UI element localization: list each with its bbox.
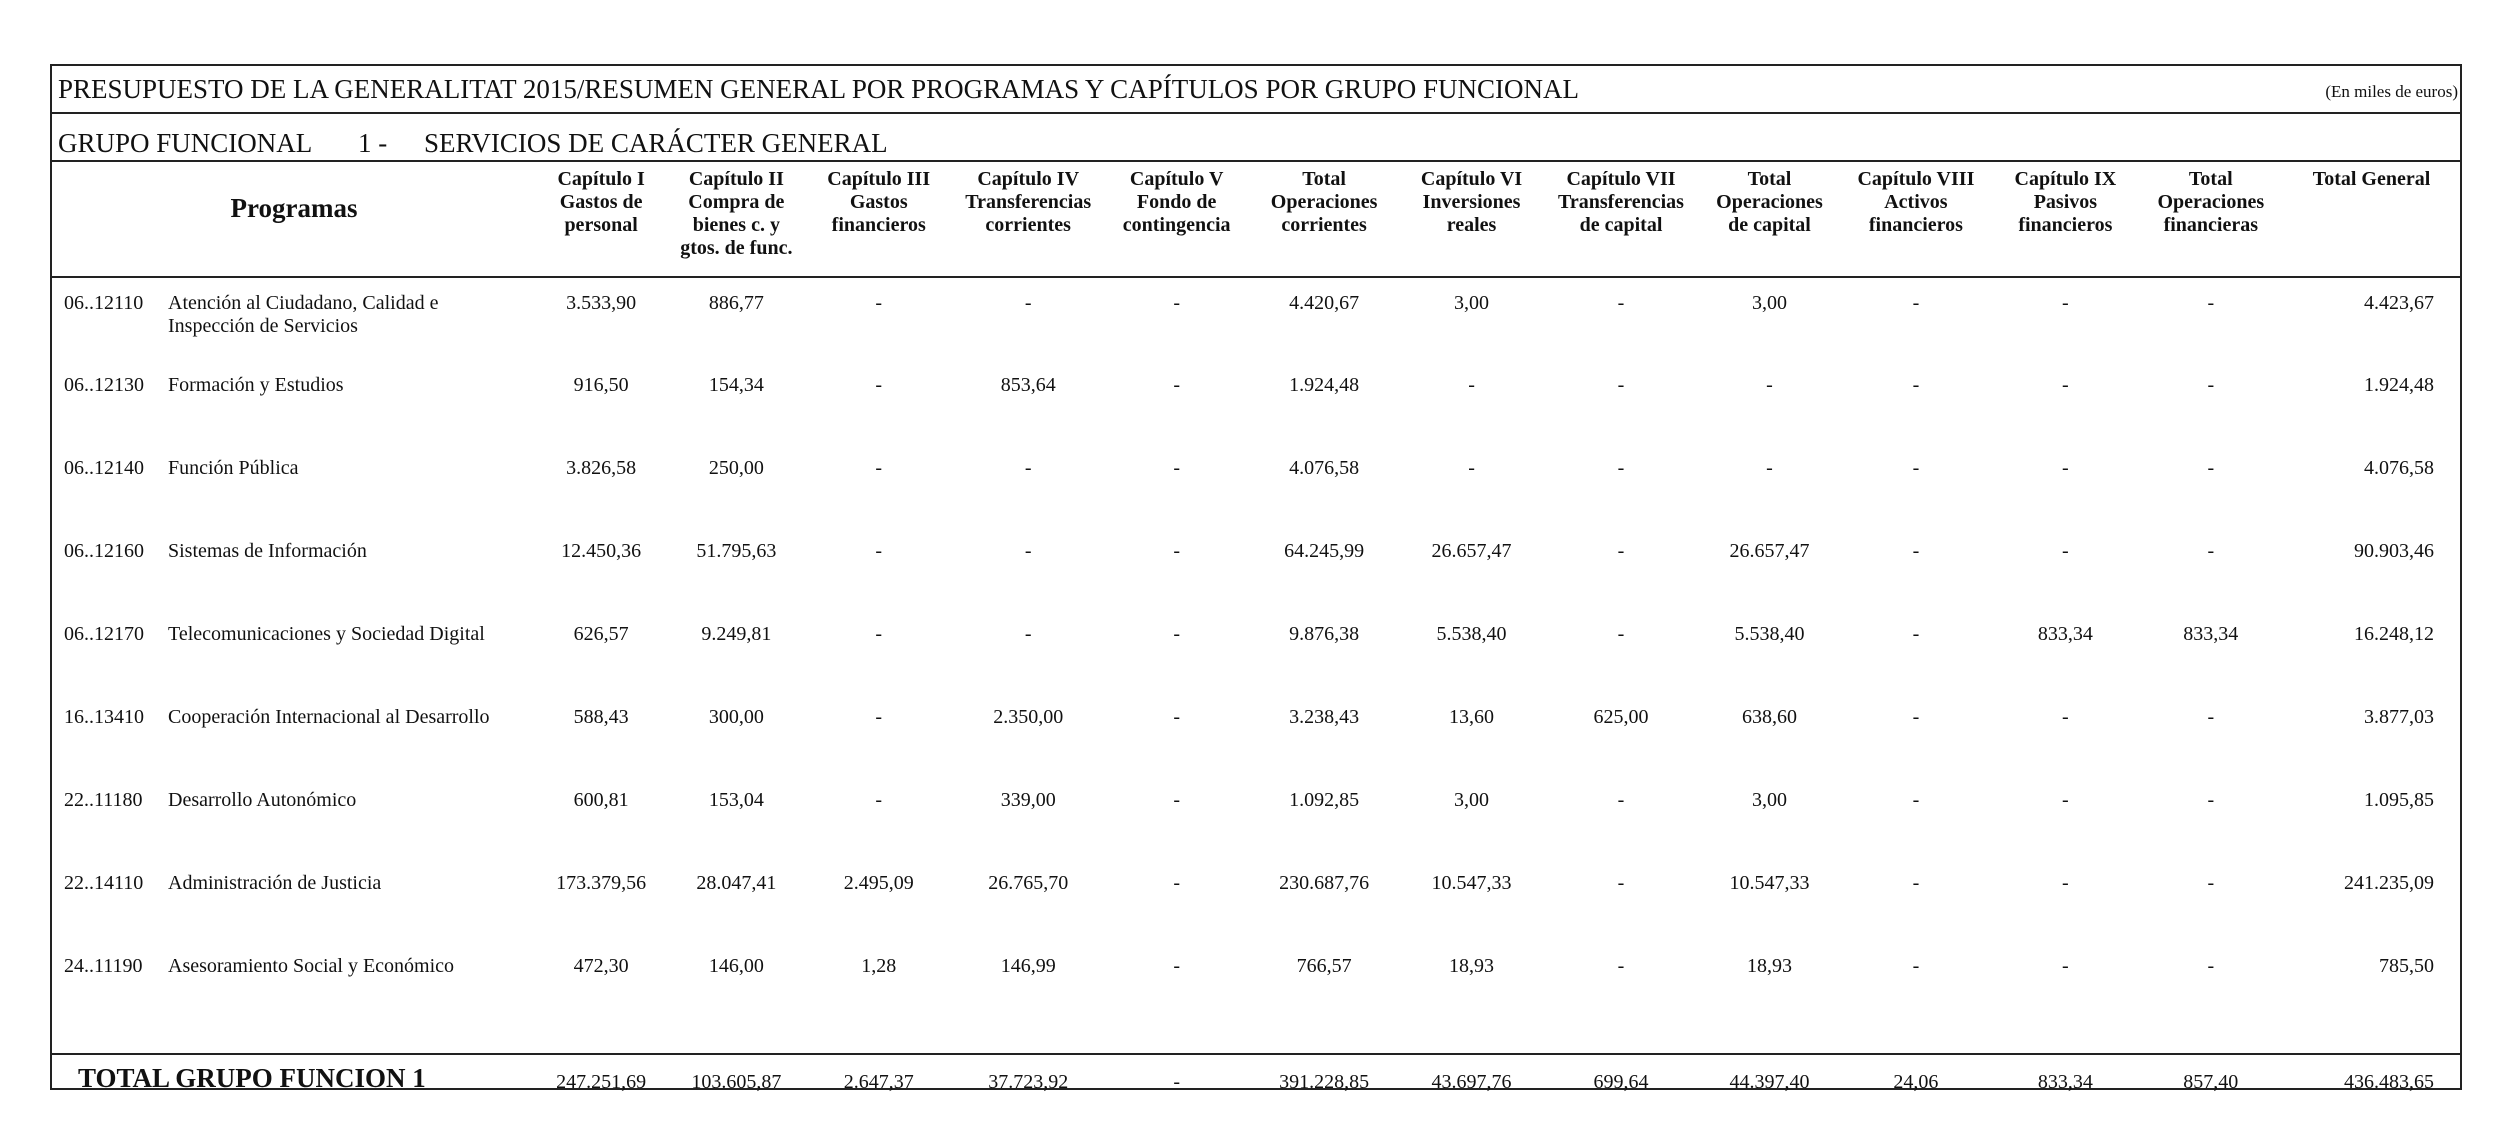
column-header-text: Operaciones (1716, 191, 1823, 213)
value-cell: 12.450,36 (561, 540, 642, 562)
value-cell: - (1617, 872, 1625, 894)
column-header-text: Pasivos (2033, 191, 2098, 213)
value-cell: - (2207, 457, 2215, 479)
program-name: Formación y Estudios (168, 374, 344, 396)
document-title: PRESUPUESTO DE LA GENERALITAT 2015/RESUMEN GENERAL POR PROGRAMAS Y CAPÍTULOS POR GRUPO FUNCIONAL (58, 74, 1579, 104)
table-row (52, 609, 2460, 692)
value-cell: 833,34 (2183, 623, 2239, 645)
column-header (666, 162, 806, 277)
value-cell: 16.248,12 (2354, 623, 2434, 645)
program-cell (52, 858, 536, 941)
value-cell: - (1173, 706, 1180, 728)
value-cell: - (1912, 872, 1920, 894)
table-body (52, 277, 2460, 1120)
program-code: 22..14110 (64, 872, 144, 894)
value-cell: - (1617, 623, 1625, 645)
value-cell: - (875, 457, 883, 479)
value-cell: - (1912, 374, 1920, 396)
value-cell: - (1912, 540, 1920, 562)
group-label: GRUPO FUNCIONAL (58, 128, 313, 158)
value-cell: - (1173, 374, 1180, 396)
column-header (1543, 162, 1700, 277)
column-header-programs (52, 162, 536, 277)
program-name: Función Pública (168, 457, 299, 479)
program-cell (52, 941, 536, 1024)
total-value-cell: 436.483,65 (2283, 1054, 2460, 1120)
value-cell: 9.876,38 (1289, 623, 1360, 645)
value-cell: - (1173, 457, 1180, 479)
group-name: SERVICIOS DE CARÁCTER GENERAL (424, 128, 888, 158)
program-cell (52, 443, 536, 526)
value-cell: - (2062, 374, 2069, 396)
value-cell: 638,60 (1741, 706, 1797, 728)
value-cell: 3.238,43 (1289, 706, 1360, 728)
value-cell: 250,00 (708, 457, 764, 479)
total-value-cell: 37.723,92 (951, 1054, 1106, 1120)
total-value-cell: 833,34 (1992, 1054, 2138, 1120)
value-cell: 64.245,99 (1284, 540, 1365, 562)
value-cell: - (2207, 789, 2215, 811)
program-name: Asesoramiento Social y Económico (168, 955, 455, 977)
column-header-text: Capítulo I (557, 168, 645, 190)
column-header-text: contingencia (1122, 214, 1231, 236)
column-header-text: Capítulo II (688, 168, 784, 190)
value-cell: 2.495,09 (843, 872, 914, 894)
value-cell: - (2207, 872, 2215, 894)
value-cell: - (875, 374, 883, 396)
total-label: TOTAL GRUPO FUNCION 1 (52, 1054, 536, 1120)
value-cell: - (1617, 292, 1625, 314)
column-header-text: financieros (831, 214, 926, 236)
column-header-text: Capítulo VII (1566, 168, 1676, 190)
value-cell: - (1912, 706, 1920, 728)
value-cell: - (2062, 789, 2069, 811)
value-cell: - (1468, 457, 1475, 479)
column-header (1699, 162, 1839, 277)
column-header-text: Total (2188, 168, 2233, 190)
column-header-text: Transferencias (1558, 191, 1684, 213)
value-cell: - (1912, 457, 1920, 479)
value-cell: - (1912, 292, 1920, 314)
column-header (1992, 162, 2138, 277)
column-header-text: Capítulo IV (977, 168, 1080, 190)
value-cell: 588,43 (573, 706, 629, 728)
value-cell: 26.765,70 (988, 872, 1069, 894)
value-cell: - (1617, 374, 1625, 396)
column-header-text: Total (1302, 168, 1346, 190)
column-header (1248, 162, 1401, 277)
value-cell: 51.795,63 (696, 540, 777, 562)
table-row (52, 858, 2460, 941)
value-cell: 154,34 (708, 374, 764, 396)
column-header (536, 162, 666, 277)
value-cell: 18,93 (1449, 955, 1495, 977)
title-row (58, 70, 2458, 114)
value-cell: 3,00 (1454, 789, 1490, 811)
value-cell: - (1173, 872, 1180, 894)
value-cell: 26.657,47 (1431, 540, 1512, 562)
table-row (52, 941, 2460, 1024)
column-header-text: Capítulo V (1129, 168, 1224, 190)
value-cell: - (875, 789, 883, 811)
column-header (1840, 162, 1993, 277)
column-header-text: corrientes (1281, 214, 1367, 236)
value-cell: - (1617, 457, 1625, 479)
value-cell: - (1024, 540, 1032, 562)
value-cell: - (2062, 457, 2069, 479)
column-header (951, 162, 1106, 277)
value-cell: 241.235,09 (2344, 872, 2434, 894)
group-code: 1 - (358, 128, 388, 158)
value-cell: 916,50 (573, 374, 629, 396)
total-value-cell: 391.228,85 (1248, 1054, 1401, 1120)
program-cell (52, 775, 536, 858)
program-name: Administración de Justicia (168, 872, 382, 894)
value-cell: 4.420,67 (1289, 292, 1360, 314)
value-cell: 3.877,03 (2364, 706, 2434, 728)
value-cell: 626,57 (573, 623, 629, 645)
table-header-row (52, 162, 2460, 277)
program-cell (52, 277, 536, 360)
value-cell: 173.379,56 (556, 872, 647, 894)
value-cell: 2.350,00 (993, 706, 1064, 728)
value-cell: 3.826,58 (566, 457, 637, 479)
group-row (58, 120, 1458, 164)
table-row (52, 360, 2460, 443)
program-name: Cooperación Internacional al Desarrollo (168, 706, 490, 728)
value-cell: - (1617, 540, 1625, 562)
program-cell (52, 526, 536, 609)
total-value-cell: 699,64 (1543, 1054, 1700, 1120)
budget-document (50, 64, 2462, 1093)
total-value-cell: 44.397,40 (1699, 1054, 1839, 1120)
column-header-text: Capítulo VIII (1857, 168, 1975, 190)
value-cell: 339,00 (1000, 789, 1056, 811)
value-cell: - (1766, 457, 1773, 479)
value-cell: 1.924,48 (2364, 374, 2434, 396)
program-name: Telecomunicaciones y Sociedad Digital (168, 623, 485, 645)
column-header-text: Fondo de (1136, 191, 1217, 213)
total-row (52, 1054, 2460, 1120)
table-row (52, 775, 2460, 858)
value-cell: - (2207, 374, 2215, 396)
column-header-text: Capítulo III (827, 168, 931, 190)
column-header (807, 162, 951, 277)
value-cell: - (2207, 955, 2215, 977)
total-value-cell: 43.697,76 (1400, 1054, 1542, 1120)
value-cell: 4.423,67 (2364, 292, 2434, 314)
table-row (52, 277, 2460, 360)
value-cell: - (1912, 623, 1920, 645)
total-value-cell: 24,06 (1840, 1054, 1993, 1120)
value-cell: - (1173, 789, 1180, 811)
total-value-cell: 2.647,37 (807, 1054, 951, 1120)
column-header-text: Operaciones (2157, 191, 2265, 213)
value-cell: - (2062, 872, 2069, 894)
value-cell: - (1912, 955, 1920, 977)
value-cell: 28.047,41 (696, 872, 777, 894)
column-header-text: Transferencias (965, 191, 1092, 213)
value-cell: - (1173, 540, 1180, 562)
value-cell: - (875, 706, 883, 728)
column-header-text: de capital (1728, 214, 1811, 236)
column-header (1105, 162, 1247, 277)
value-cell: - (2062, 292, 2069, 314)
column-header-text: reales (1446, 214, 1497, 236)
value-cell: - (1468, 374, 1475, 396)
column-header-text: Total (1747, 168, 1792, 190)
column-header (2139, 162, 2283, 277)
column-header-text: financieras (2163, 214, 2258, 236)
program-code: 16..13410 (64, 706, 144, 728)
value-cell: - (2207, 292, 2215, 314)
value-cell: 766,57 (1296, 955, 1352, 977)
value-cell: 5.538,40 (1734, 623, 1805, 645)
value-cell: 10.547,33 (1729, 872, 1810, 894)
column-header-text: financieros (2018, 214, 2113, 236)
total-value-cell: 247.251,69 (536, 1054, 666, 1120)
column-header-text: Total General (2312, 168, 2431, 190)
column-header (2283, 162, 2460, 277)
value-cell: 9.249,81 (701, 623, 772, 645)
value-cell: - (2207, 540, 2215, 562)
value-cell: 833,34 (2037, 623, 2093, 645)
value-cell: - (875, 292, 883, 314)
value-cell: - (2207, 706, 2215, 728)
table-row (52, 692, 2460, 775)
value-cell: - (1024, 457, 1032, 479)
program-cell (52, 609, 536, 692)
value-cell: - (875, 540, 883, 562)
value-cell: 230.687,76 (1279, 872, 1370, 894)
value-cell: 625,00 (1593, 706, 1649, 728)
program-code: 06..12130 (64, 374, 144, 396)
value-cell: - (2062, 706, 2069, 728)
column-header-text: Activos (1884, 191, 1948, 213)
value-cell: - (2062, 955, 2069, 977)
value-cell: - (1024, 623, 1032, 645)
value-cell: 146,00 (708, 955, 764, 977)
value-cell: 1,28 (861, 955, 897, 977)
value-cell: 1.924,48 (1289, 374, 1360, 396)
column-header-text: financieros (1868, 214, 1963, 236)
column-header-text: Inversiones (1422, 191, 1521, 213)
value-cell: 1.092,85 (1289, 789, 1360, 811)
value-cell: 3,00 (1454, 292, 1490, 314)
column-header-text: Gastos (849, 191, 908, 213)
column-header-text: personal (564, 214, 638, 236)
value-cell: 785,50 (2379, 955, 2434, 977)
program-code: 06..12160 (64, 540, 144, 562)
value-cell: - (1173, 955, 1180, 977)
program-code: 06..12110 (64, 292, 144, 314)
value-cell: 90.903,46 (2354, 540, 2434, 562)
column-header-text: bienes c. y (692, 214, 780, 236)
value-cell: 4.076,58 (2364, 457, 2434, 479)
column-header (1400, 162, 1542, 277)
value-cell: 300,00 (708, 706, 764, 728)
value-cell: 3.533,90 (566, 292, 637, 314)
program-code: 22..11180 (64, 789, 143, 811)
value-cell: 13,60 (1449, 706, 1495, 728)
table-row (52, 526, 2460, 609)
column-header-text: Capítulo VI (1420, 168, 1523, 190)
value-cell: 5.538,40 (1436, 623, 1507, 645)
program-cell (52, 692, 536, 775)
units-note: (En miles de euros) (2325, 82, 2458, 101)
value-cell: - (1617, 955, 1625, 977)
value-cell: - (1173, 292, 1180, 314)
column-header-text: gtos. de func. (680, 237, 793, 259)
program-name: Atención al Ciudadano, Calidad e Inspección de Servicios (168, 292, 439, 337)
program-name: Desarrollo Autonómico (168, 789, 357, 811)
budget-table (52, 162, 2460, 1120)
program-cell (52, 360, 536, 443)
column-header-text: Capítulo IX (2014, 168, 2117, 190)
column-header-text: Compra de (688, 191, 785, 213)
value-cell: 18,93 (1746, 955, 1792, 977)
column-header-text: Gastos de (559, 191, 643, 213)
program-code: 24..11190 (64, 955, 143, 977)
value-cell: 26.657,47 (1729, 540, 1810, 562)
value-cell: 146,99 (1000, 955, 1056, 977)
value-cell: 10.547,33 (1431, 872, 1512, 894)
column-header-text: Programas (230, 192, 358, 223)
value-cell: - (1024, 292, 1032, 314)
value-cell: 886,77 (708, 292, 764, 314)
value-cell: 153,04 (708, 789, 764, 811)
total-value-cell: - (1105, 1054, 1247, 1120)
value-cell: 1.095,85 (2364, 789, 2434, 811)
value-cell: - (875, 623, 883, 645)
value-cell: 4.076,58 (1289, 457, 1360, 479)
value-cell: - (1766, 374, 1773, 396)
value-cell: 3,00 (1751, 789, 1787, 811)
program-name: Sistemas de Información (168, 540, 367, 562)
table-row (52, 443, 2460, 526)
value-cell: - (1912, 789, 1920, 811)
value-cell: 472,30 (573, 955, 629, 977)
column-header-text: Operaciones (1270, 191, 1378, 213)
program-code: 06..12170 (64, 623, 144, 645)
value-cell: 3,00 (1751, 292, 1787, 314)
spacer-cell (52, 1024, 2460, 1054)
program-code: 06..12140 (64, 457, 144, 479)
value-cell: - (2062, 540, 2069, 562)
spacer-row (52, 1024, 2460, 1054)
value-cell: 600,81 (573, 789, 629, 811)
value-cell: - (1173, 623, 1180, 645)
total-value-cell: 103.605,87 (666, 1054, 806, 1120)
value-cell: 853,64 (1000, 374, 1056, 396)
title-divider (52, 112, 2460, 114)
column-header-text: de capital (1579, 214, 1663, 236)
total-value-cell: 857,40 (2139, 1054, 2283, 1120)
column-header-text: corrientes (985, 214, 1071, 236)
value-cell: - (1617, 789, 1625, 811)
